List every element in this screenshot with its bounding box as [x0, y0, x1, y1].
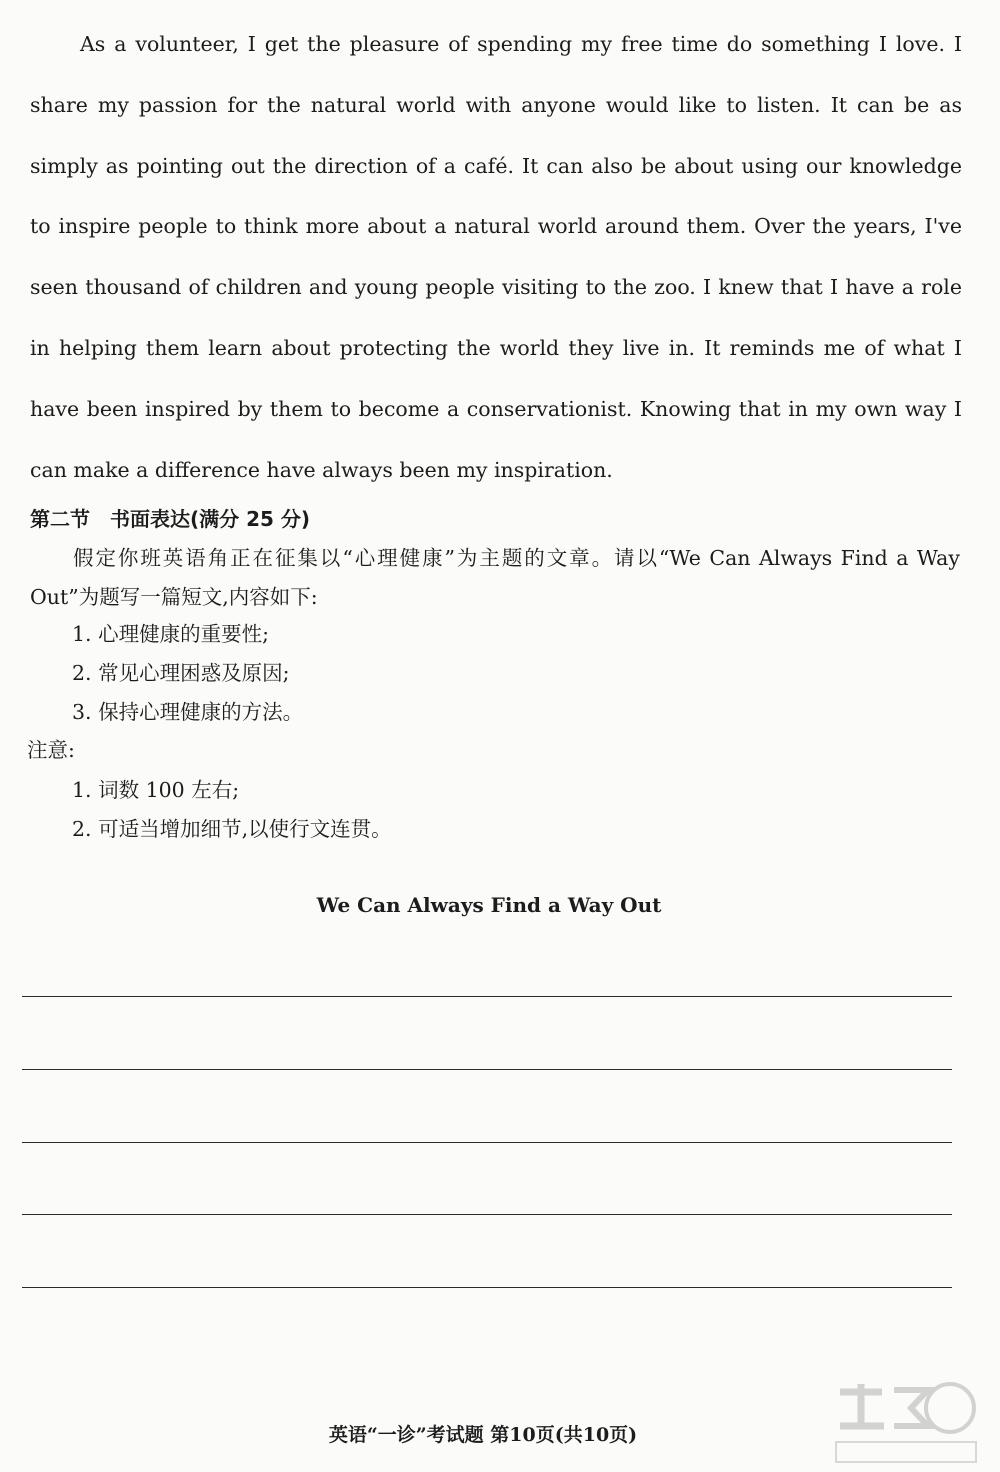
- writing-prompt: 假定你班英语角正在征集以“心理健康”为主题的文章。请以“We Can Always Find a Way Out”为题写一篇短文,内容如下:: [30, 546, 960, 609]
- writing-line[interactable]: [22, 996, 952, 997]
- writing-line[interactable]: [22, 1069, 952, 1070]
- content-point: 2. 常见心理困惑及原因;: [72, 661, 290, 685]
- reading-passage: As a volunteer, I get the pleasure of spending my free time do something I love. I share my passion for the natural world with anyone would like to listen. It can be as simply as pointing out the direction of a café. It can also be about using our knowledge to inspire people to think more about a natural world around them. Over the years, I've seen thousand of children and young people visiting to the zoo. I knew that I have a role in helping them learn about protecting the world they live in. It reminds me of what I have been inspired by them to become a conservationist. Knowing that in my own way I can make a difference have always been my inspiration.: [30, 32, 962, 482]
- section-title: 书面表达(满分 25 分): [110, 507, 311, 531]
- watermark-logo: [822, 1378, 992, 1468]
- content-point: 1. 心理健康的重要性;: [72, 622, 269, 646]
- content-points-list: [72, 615, 303, 732]
- essay-title: We Can Always Find a Way Out: [316, 893, 662, 917]
- note-item: 2. 可适当增加细节,以使行文连贯。: [72, 817, 392, 841]
- section-label: 第二节: [30, 507, 90, 531]
- notes-label: 注意:: [27, 738, 75, 762]
- writing-line[interactable]: [22, 1142, 952, 1143]
- note-item: 1. 词数 100 左右;: [72, 778, 240, 802]
- writing-line[interactable]: [22, 1287, 952, 1288]
- content-point: 3. 保持心理健康的方法。: [72, 700, 304, 724]
- section-heading: [30, 503, 310, 532]
- writing-line[interactable]: [22, 1214, 952, 1215]
- notes-list: [72, 771, 392, 849]
- page-footer: 英语“一诊”考试题 第10页(共10页): [328, 1424, 638, 1446]
